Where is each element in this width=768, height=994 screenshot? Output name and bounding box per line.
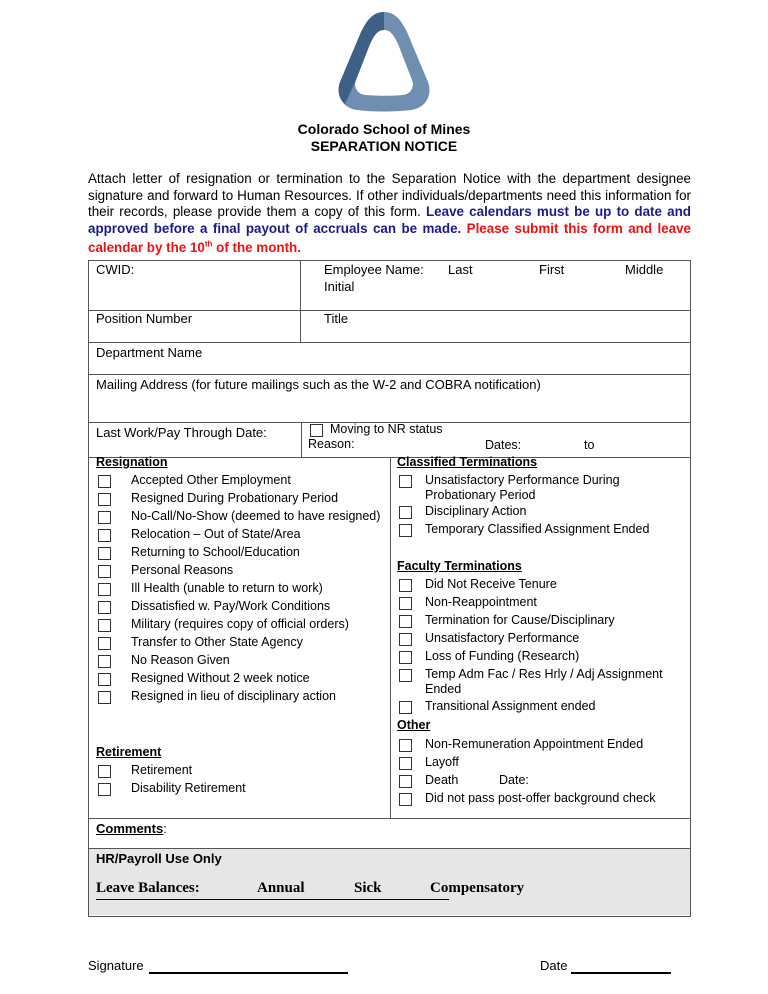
retirement-heading: Retirement xyxy=(96,745,162,759)
resignation-option: Accepted Other Employment xyxy=(131,473,291,487)
resignation-option: Personal Reasons xyxy=(131,563,234,577)
other-option: Non-Remuneration Appointment Ended xyxy=(425,737,644,751)
resignation-checkbox[interactable] xyxy=(98,475,111,488)
resignation-heading: Resignation xyxy=(96,455,168,469)
other-option: Layoff xyxy=(425,755,459,769)
school-logo xyxy=(333,8,435,120)
resignation-option: Resigned in lieu of disciplinary action xyxy=(131,689,336,703)
resignation-checkbox[interactable] xyxy=(98,493,111,506)
employee-name-label[interactable]: Employee Name: xyxy=(324,262,424,277)
death-date-label: Date: xyxy=(499,773,529,787)
title-field[interactable]: Title xyxy=(324,311,349,326)
faculty-checkbox[interactable] xyxy=(399,615,412,628)
faculty-checkbox[interactable] xyxy=(399,633,412,646)
date-label: Date xyxy=(540,958,568,973)
resignation-checkbox[interactable] xyxy=(98,601,111,614)
faculty-checkbox[interactable] xyxy=(399,597,412,610)
dates-label: Dates: xyxy=(485,438,522,452)
other-checkbox[interactable] xyxy=(399,793,412,806)
faculty-checkbox[interactable] xyxy=(399,579,412,592)
retirement-checkbox[interactable] xyxy=(98,783,111,796)
other-option: Did not pass post-offer background check xyxy=(425,791,656,805)
deadline-note: Please submit this form and leave calendar by the 10th of the month. xyxy=(88,220,691,256)
other-checkbox[interactable] xyxy=(399,757,412,770)
mailing-address-field[interactable]: Mailing Address (for future mailings such as the W-2 and COBRA notification) xyxy=(96,377,541,392)
resignation-option: No Reason Given xyxy=(131,653,230,667)
resignation-option: Dissatisfied w. Pay/Work Conditions xyxy=(131,599,331,613)
resignation-option: Military (requires copy of official orders) xyxy=(131,617,349,631)
retirement-option: Disability Retirement xyxy=(131,781,246,795)
faculty-checkbox[interactable] xyxy=(399,701,412,714)
middle-name-label: Middle xyxy=(625,262,664,277)
resignation-checkbox[interactable] xyxy=(98,547,111,560)
position-number-field[interactable]: Position Number xyxy=(96,311,193,326)
classified-checkbox[interactable] xyxy=(399,475,412,488)
classified-checkbox[interactable] xyxy=(399,524,412,537)
resignation-option: Transfer to Other State Agency xyxy=(131,635,303,649)
institution-name: Colorado School of Mines xyxy=(297,121,471,137)
hr-heading: HR/Payroll Use Only xyxy=(96,851,222,866)
department-field[interactable]: Department Name xyxy=(96,345,203,360)
other-checkbox[interactable] xyxy=(399,739,412,752)
intro-text: Attach letter of resignation or termination to the Separation Notice with the department designee signature and forward to Human Resources. If other individuals/departments need this information for their records, please provide them a copy of this form. xyxy=(88,171,691,219)
faculty-checkbox[interactable] xyxy=(399,651,412,664)
sick-label: Sick xyxy=(354,880,382,896)
faculty-option: Temp Adm Fac / Res Hrly / Adj Assignment Ended xyxy=(425,667,663,696)
faculty-checkbox[interactable] xyxy=(399,669,412,682)
date-line[interactable] xyxy=(571,972,671,974)
form-title: SEPARATION NOTICE xyxy=(310,138,458,154)
to-label: to xyxy=(584,438,595,452)
faculty-option: Unsatisfactory Performance xyxy=(425,631,580,645)
resignation-checkbox[interactable] xyxy=(98,637,111,650)
classified-checkbox[interactable] xyxy=(399,506,412,519)
faculty-option: Termination for Cause/Disciplinary xyxy=(425,613,615,627)
resignation-option: Relocation – Out of State/Area xyxy=(131,527,301,541)
resignation-checkbox[interactable] xyxy=(98,529,111,542)
compensatory-label: Compensatory xyxy=(430,880,525,896)
first-name-label: First xyxy=(539,262,565,277)
classified-option: Temporary Classified Assignment Ended xyxy=(425,522,650,536)
resignation-checkbox[interactable] xyxy=(98,673,111,686)
faculty-heading: Faculty Terminations xyxy=(397,559,522,573)
faculty-option: Transitional Assignment ended xyxy=(425,699,596,713)
resignation-option: Resigned During Probationary Period xyxy=(131,491,339,505)
signature-label: Signature xyxy=(88,958,144,973)
instructions xyxy=(88,171,691,257)
annual-label: Annual xyxy=(257,880,305,896)
leave-calendar-note: Leave calendars must be up to date and approved before a final payout of accruals can be made. xyxy=(88,204,691,236)
cwid-field[interactable]: CWID: xyxy=(96,262,135,277)
other-option: Death xyxy=(425,773,459,787)
resignation-checkbox[interactable] xyxy=(98,511,111,524)
resignation-option: Returning to School/Education xyxy=(131,545,300,559)
resignation-checkbox[interactable] xyxy=(98,583,111,596)
comments-field[interactable]: Comments: xyxy=(96,821,167,836)
resignation-option: Resigned Without 2 week notice xyxy=(131,671,310,685)
retirement-checkbox[interactable] xyxy=(98,765,111,778)
resignation-checkbox[interactable] xyxy=(98,619,111,632)
resignation-option: Ill Health (unable to return to work) xyxy=(131,581,323,595)
leave-balances-row xyxy=(96,880,525,900)
resignation-checkbox[interactable] xyxy=(98,655,111,668)
classified-option: Disciplinary Action xyxy=(425,504,527,518)
other-heading: Other xyxy=(397,718,431,732)
classified-option: Unsatisfactory Performance During Probationary Period xyxy=(425,473,620,502)
other-checkbox[interactable] xyxy=(399,775,412,788)
last-name-label: Last xyxy=(448,262,473,277)
faculty-option: Did Not Receive Tenure xyxy=(425,577,557,591)
initial-label: Initial xyxy=(324,279,355,294)
retirement-option: Retirement xyxy=(131,763,193,777)
faculty-option: Loss of Funding (Research) xyxy=(425,649,580,663)
signature-line[interactable] xyxy=(149,972,348,974)
reason-label: Reason: xyxy=(308,437,355,451)
last-work-date-field[interactable]: Last Work/Pay Through Date: xyxy=(96,425,267,440)
resignation-checkbox[interactable] xyxy=(98,691,111,704)
resignation-checkbox[interactable] xyxy=(98,565,111,578)
leave-balances-label: Leave Balances: xyxy=(96,880,200,896)
nr-status-checkbox[interactable] xyxy=(310,424,323,437)
classified-heading: Classified Terminations xyxy=(397,455,538,469)
faculty-option: Non-Reappointment xyxy=(425,595,537,609)
nr-status-label: Moving to NR status xyxy=(330,422,443,436)
resignation-option: No-Call/No-Show (deemed to have resigned) xyxy=(131,509,381,523)
